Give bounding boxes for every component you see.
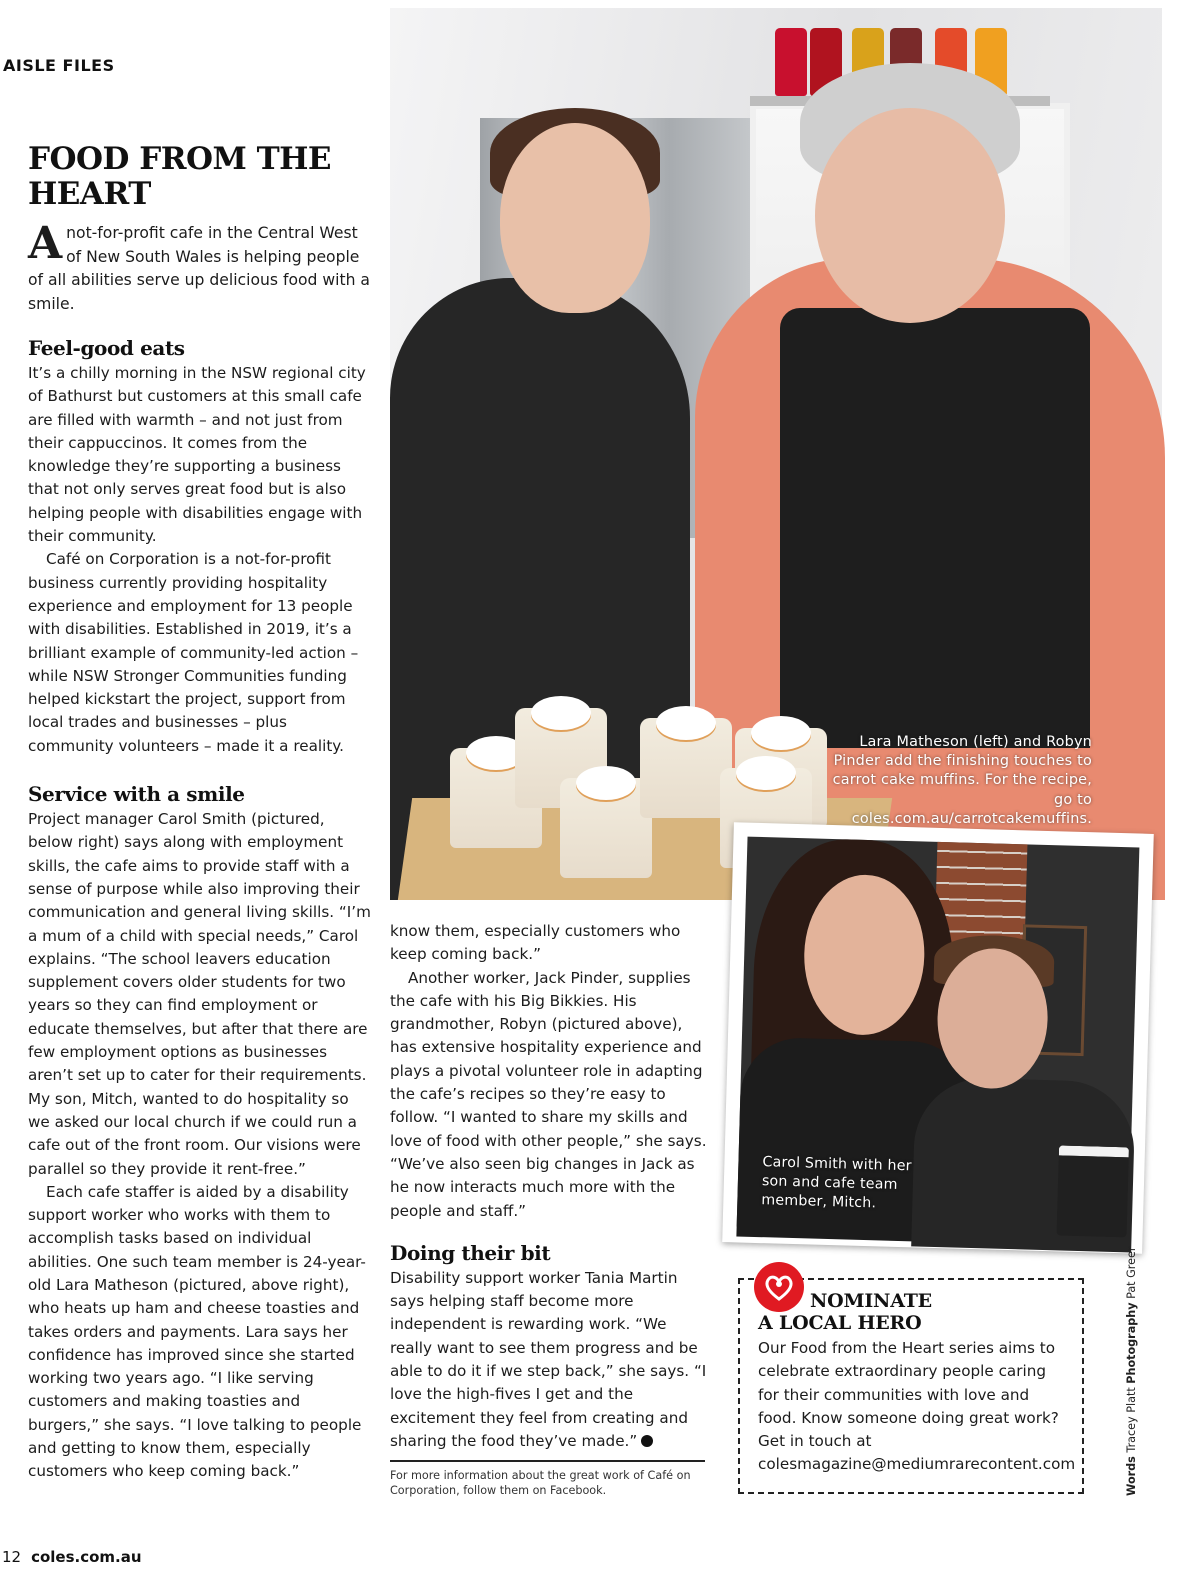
drop-cap: A [28, 218, 63, 269]
photo-can [775, 28, 807, 96]
polaroid-coffee-cup [1057, 1145, 1129, 1237]
article-headline: FOOD FROM THE HEART [28, 141, 332, 212]
heading-doing-bit: Doing their bit [390, 1240, 551, 1265]
nominate-box [738, 1278, 1084, 1494]
intro-text: not-for-profit cafe in the Central West of New South Wales is helping people of all abilities serve up delicious food with a smile. [28, 224, 370, 313]
heading-service: Service with a smile [28, 782, 245, 807]
photo-face-left [500, 123, 650, 313]
nominate-title-line-1: NOMINATE [810, 1290, 932, 1312]
nominate-title-line-2: A LOCAL HERO [758, 1312, 922, 1334]
doing-bit-paragraph [390, 1267, 710, 1453]
credit-photo-name: Pat Greer [1125, 1246, 1138, 1299]
polaroid-image [737, 837, 1140, 1238]
doing-bit-text: Disability support worker Tania Martin says helping staff become more independent is rewarding work. “We really want to see them progress and be able to do it if we step back,” she says. “I love the high-fives I get and the excitement they feel from creating and sharing the food they’ve made.” [390, 1268, 707, 1450]
page-number: 12 [2, 1548, 22, 1566]
heading-feel-good: Feel-good eats [28, 336, 185, 360]
service-paragraph-2 [28, 1181, 373, 1481]
photo-muffin [560, 778, 652, 878]
photo-muffin [640, 718, 732, 818]
credit-photo-label: Photography [1125, 1302, 1138, 1384]
polaroid-photo [722, 822, 1154, 1254]
credit-words-label: Words [1125, 1456, 1138, 1496]
service-paragraph-3: Another worker, Jack Pinder, supplies the cafe with his Big Bikkies. His grandmother, Robyn (pictured above), has extensive hospitality experience and plays a pivotal volunteer role in adapting the cafe’s recipes so they’re easy to follow. “I wanted to share my skills and love of food with other people,” she says. “We’ve also seen big changes in Jack as he now interacts much more with the people and staff.” [390, 968, 707, 1220]
middle-column [390, 920, 710, 1453]
footnote: For more information about the great work of Café on Corporation, follow them on Facebook. [390, 1460, 705, 1498]
service-paragraph-1: Project manager Carol Smith (pictured, below right) says along with employment skills, the cafe aims to provide staff with a sense of purpose while also improving their communication and general living skills. “I’m a mum of a child with special needs,” Carol explains. “The school leavers education supplement covers older students for two years so they can find employment or educate themselves, but after that there are few employment options as businesses aren’t set up to cater for their requirements. My son, Mitch, wanted to do hospitality so we asked our local church if we could run a cafe out of the front room. Our visions were parallel so they provide it rent-free.” [28, 810, 371, 1178]
page-folio [2, 1548, 142, 1566]
service-paragraph-2-continued: know them, especially customers who keep coming back.” [390, 922, 681, 964]
article-intro [28, 218, 373, 316]
photo-apron-right [780, 308, 1090, 748]
credit-words-name: Tracey Platt [1125, 1387, 1138, 1453]
main-photo-caption: Lara Matheson (left) and Robyn Pinder add the finishing touches to carrot cake muffins. For the recipe, go to coles.com.au/carrotcakemuffins. [832, 734, 1092, 827]
feel-good-paragraph-2: Café on Corporation is a not-for-profit business currently providing hospitality experience and employment for 13 people with disabilities. Established in 2019, it’s a brilliant example of community-led action – while NSW Stronger Communities funding helped kickstart the project, support from local trades and businesses – plus community volunteers – made it a reality. [28, 550, 359, 755]
photo-face-right [815, 108, 1005, 323]
left-column [28, 336, 373, 1481]
service-paragraph-2-text: Each cafe staffer is aided by a disability support worker who works with them to accomplish tasks based on individual abilities. One such team member is 24-year-old Lara Matheson (pictured, above right), who heats up ham and cheese toasties and takes orders and payments. Lara says her confidence has improved since she started working two years ago. “I like serving customers and making toasties and burgers,” she says. “I love talking to people and getting to know them, especially customers who keep coming back.” [28, 1182, 366, 1481]
feel-good-paragraph-1: It’s a chilly morning in the NSW regional city of Bathurst but customers at this small cafe are filled with warmth – and not just from their cappuccinos. It comes from the knowledge they’re supporting a business that not only serves great food but is also helping people with disabilities engage with their community. [28, 364, 366, 546]
section-tag: AISLE FILES [3, 56, 115, 75]
nominate-title [758, 1290, 1068, 1334]
credits [1125, 1246, 1138, 1496]
nominate-body: Our Food from the Heart series aims to celebrate extraordinary people caring for their communities with love and food. Know someone doing great work? Get in touch at colesmagazine@mediumrarecontent.com [758, 1339, 1076, 1474]
polaroid-caption: Carol Smith with her son and cafe team member, Mitch. [761, 1154, 912, 1212]
end-mark-icon [641, 1435, 653, 1447]
heart-hands-icon [754, 1262, 804, 1312]
site-url: coles.com.au [31, 1548, 142, 1566]
